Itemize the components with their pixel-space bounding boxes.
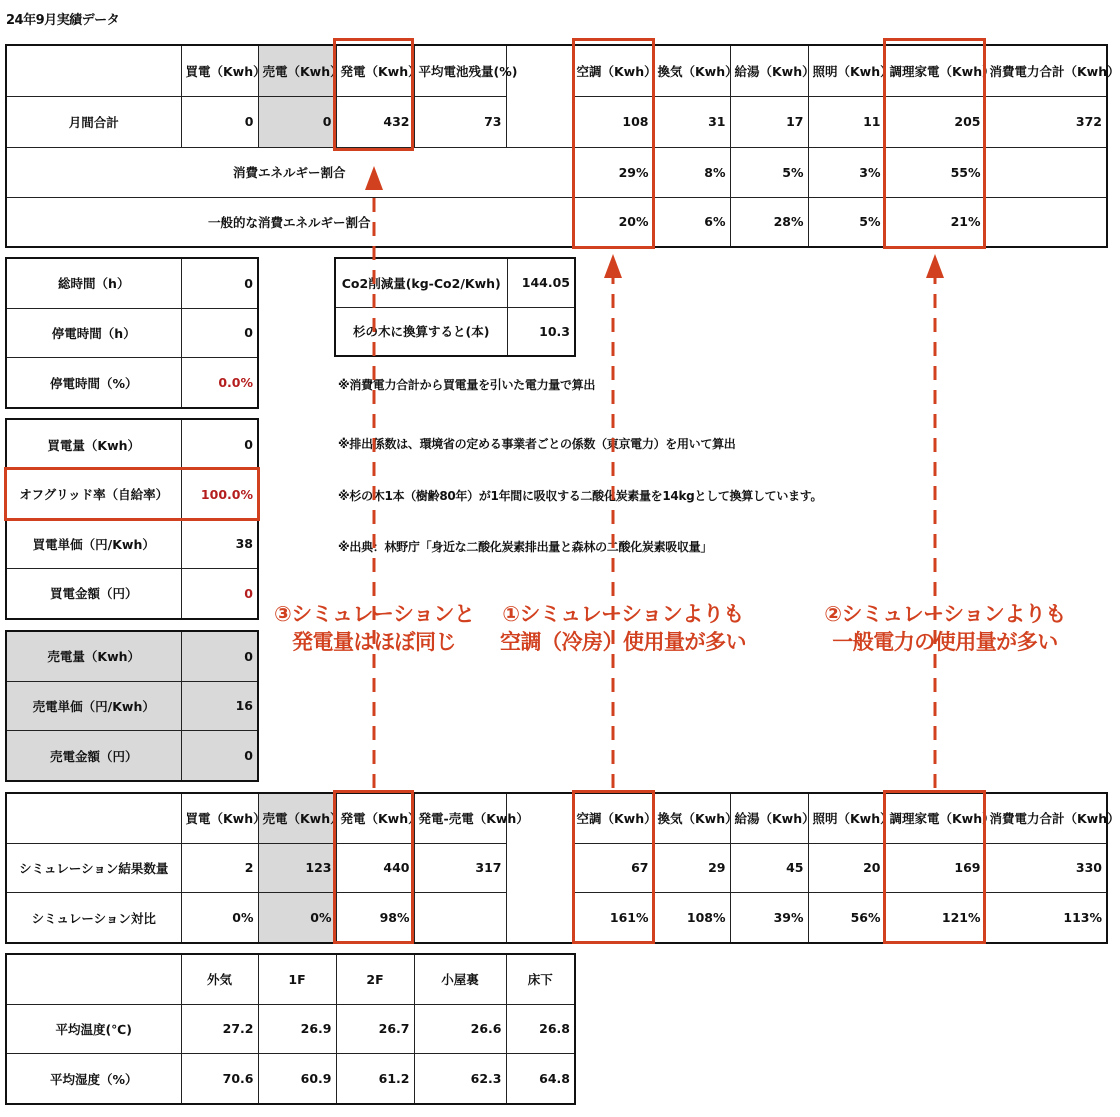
row-label: 平均湿度（%） xyxy=(6,1054,181,1104)
value-cell: 31 xyxy=(653,96,730,147)
purchase-row xyxy=(6,568,258,619)
value-cell: 0% xyxy=(258,893,336,943)
annotation-line: ③シミュレーションと xyxy=(274,602,475,626)
purchase-table xyxy=(5,418,259,620)
row-label: Co2削減量(kg-Co2/Kwh) xyxy=(335,258,507,307)
value-cell: 8% xyxy=(653,147,730,197)
row-label: 買電量（Kwh） xyxy=(6,419,181,470)
value-cell: 16 xyxy=(181,681,258,730)
value-cell: 0 xyxy=(258,96,336,147)
value-cell: 28% xyxy=(730,197,808,247)
value-cell: 169 xyxy=(885,843,985,892)
value-cell: 108 xyxy=(572,96,653,147)
value-cell: 0 xyxy=(181,308,258,357)
value-cell: 64.8 xyxy=(506,1054,575,1104)
header-cell: 売電（Kwh） xyxy=(258,45,336,96)
value-cell: 0 xyxy=(181,731,258,781)
value-cell: 0% xyxy=(181,893,258,943)
annotation-line: 一般電力の使用量が多い xyxy=(832,630,1058,654)
sell-row xyxy=(6,631,258,681)
arrow-head-aircon xyxy=(604,254,622,278)
climate-row xyxy=(6,1004,575,1053)
value-cell: 0 xyxy=(181,631,258,681)
annotation-generation xyxy=(274,600,474,656)
note-text: ※排出係数は、環境省の定める事業者ごとの係数（東京電力）を用いて算出 xyxy=(338,437,736,451)
purchase-row xyxy=(6,470,258,519)
value-cell: 73 xyxy=(414,96,506,147)
value-cell: 98% xyxy=(336,893,414,943)
purchase-row xyxy=(6,519,258,568)
value-cell: 39% xyxy=(730,893,808,943)
annotation-line: 発電量はほぼ同じ xyxy=(292,630,456,654)
co2-row xyxy=(335,258,575,307)
header-cell: 買電（Kwh） xyxy=(181,45,258,96)
note-text: ※消費電力合計から買電量を引いた電力量で算出 xyxy=(338,378,596,392)
row-label: 買電単価（円/Kwh） xyxy=(6,519,181,568)
annotation-line: ①シミュレーションよりも xyxy=(502,602,744,626)
value-cell: 61.2 xyxy=(336,1054,414,1104)
value-cell: 432 xyxy=(336,96,414,147)
value-cell: 5% xyxy=(808,197,885,247)
value-cell: 26.9 xyxy=(258,1004,336,1053)
value-cell: 330 xyxy=(985,843,1107,892)
row-label: オフグリッド率（自給率） xyxy=(6,470,181,519)
header-cell: 給湯（Kwh） xyxy=(730,45,808,96)
value-cell: 144.05 xyxy=(507,258,575,307)
co2-row xyxy=(335,307,575,356)
header-cell: 2F xyxy=(336,954,414,1004)
value-cell: 26.6 xyxy=(414,1004,506,1053)
row-label: 月間合計 xyxy=(6,96,181,147)
value-cell: 70.6 xyxy=(181,1054,258,1104)
time-row xyxy=(6,258,258,308)
value-cell: 38 xyxy=(181,519,258,568)
header-cell: 換気（Kwh） xyxy=(653,45,730,96)
header-cell: 小屋裏 xyxy=(414,954,506,1004)
spacer-cell xyxy=(506,843,572,892)
value-cell: 113% xyxy=(985,893,1107,943)
value-cell: 45 xyxy=(730,843,808,892)
row-label: 売電金額（円） xyxy=(6,731,181,781)
row-label: シミュレーション結果数量 xyxy=(6,843,181,892)
header-cell: 調理家電（Kwh） xyxy=(885,45,985,96)
header-cell: 照明（Kwh） xyxy=(808,45,885,96)
co2-table xyxy=(334,257,576,357)
climate-header-row xyxy=(6,954,575,1004)
arrow-head-cooking xyxy=(926,254,944,278)
simulation-compare-row xyxy=(6,893,1107,943)
value-cell: 67 xyxy=(572,843,653,892)
value-cell: 26.7 xyxy=(336,1004,414,1053)
value-cell: 108% xyxy=(653,893,730,943)
value-cell: 2 xyxy=(181,843,258,892)
row-label: シミュレーション対比 xyxy=(6,893,181,943)
value-cell: 0.0% xyxy=(181,358,258,408)
corner-cell xyxy=(6,954,181,1004)
sell-table xyxy=(5,630,259,782)
row-label: 消費エネルギー割合 xyxy=(6,147,572,197)
corner-cell xyxy=(6,793,181,843)
value-cell: 17 xyxy=(730,96,808,147)
purchase-row xyxy=(6,419,258,470)
header-cell: 1F xyxy=(258,954,336,1004)
value-cell: 29 xyxy=(653,843,730,892)
row-label: 停電時間（%） xyxy=(6,358,181,408)
value-cell: 123 xyxy=(258,843,336,892)
row-label: 平均温度(℃) xyxy=(6,1004,181,1053)
row-label: 売電量（Kwh） xyxy=(6,631,181,681)
value-cell: 0 xyxy=(181,96,258,147)
sell-row xyxy=(6,731,258,781)
simulation-table xyxy=(5,792,1120,944)
value-cell: 26.8 xyxy=(506,1004,575,1053)
annotation-aircon xyxy=(493,600,753,656)
header-cell: 照明（Kwh） xyxy=(808,793,885,843)
header-cell: 換気（Kwh） xyxy=(653,793,730,843)
time-table xyxy=(5,257,259,409)
value-cell: 0 xyxy=(181,419,258,470)
header-cell: 空調（Kwh） xyxy=(572,45,653,96)
header-cell: 平均電池残量(%) xyxy=(414,45,506,96)
value-cell: 372 xyxy=(985,96,1107,147)
annotation-line: 空調（冷房）使用量が多い xyxy=(500,630,746,654)
note-text: ※杉の木1本（樹齢80年）が1年間に吸収する二酸化炭素量を14kgとして換算しています。 xyxy=(338,489,823,503)
time-row xyxy=(6,358,258,408)
value-cell: 5% xyxy=(730,147,808,197)
header-cell: 買電（Kwh） xyxy=(181,793,258,843)
row-label: 停電時間（h） xyxy=(6,308,181,357)
value-cell: 100.0% xyxy=(181,470,258,519)
header-cell: 消費電力合計（Kwh） xyxy=(985,793,1107,843)
annotation-line: ②シミュレーションよりも xyxy=(824,602,1066,626)
header-cell: 給湯（Kwh） xyxy=(730,793,808,843)
value-cell: 440 xyxy=(336,843,414,892)
value-cell: 21% xyxy=(885,197,985,247)
monthly-table xyxy=(5,44,1120,248)
row-label: 一般的な消費エネルギー割合 xyxy=(6,197,572,247)
value-cell: 62.3 xyxy=(414,1054,506,1104)
simulation-result-row xyxy=(6,843,1107,892)
empty-cell xyxy=(985,147,1107,197)
spacer-cell xyxy=(506,96,572,147)
value-cell: 6% xyxy=(653,197,730,247)
value-cell: 0 xyxy=(181,258,258,308)
value-cell: 29% xyxy=(572,147,653,197)
value-cell: 161% xyxy=(572,893,653,943)
value-cell: 11 xyxy=(808,96,885,147)
value-cell: 3% xyxy=(808,147,885,197)
monthly-ratio-row xyxy=(6,147,1107,197)
header-cell: 発電-売電（Kwh） xyxy=(414,793,506,843)
climate-table xyxy=(5,953,576,1105)
header-cell: 空調（Kwh） xyxy=(572,793,653,843)
header-cell: 発電（Kwh） xyxy=(336,793,414,843)
header-cell: 調理家電（Kwh） xyxy=(885,793,985,843)
sell-row xyxy=(6,681,258,730)
value-cell xyxy=(414,893,506,943)
climate-row xyxy=(6,1054,575,1104)
row-label: 買電金額（円） xyxy=(6,568,181,619)
row-label: 売電単価（円/Kwh） xyxy=(6,681,181,730)
value-cell: 317 xyxy=(414,843,506,892)
header-cell: 発電（Kwh） xyxy=(336,45,414,96)
annotation-cooking xyxy=(815,600,1075,656)
spacer-cell xyxy=(506,893,572,943)
note-text: ※出典：林野庁「身近な二酸化炭素排出量と森林の二酸化炭素吸収量」 xyxy=(338,540,713,554)
row-label: 総時間（h） xyxy=(6,258,181,308)
value-cell: 55% xyxy=(885,147,985,197)
header-cell: 消費電力合計（Kwh） xyxy=(985,45,1107,96)
value-cell: 20% xyxy=(572,197,653,247)
monthly-header-row xyxy=(6,45,1107,96)
corner-cell xyxy=(6,45,181,96)
monthly-general-row xyxy=(6,197,1107,247)
value-cell: 205 xyxy=(885,96,985,147)
header-cell: 外気 xyxy=(181,954,258,1004)
value-cell: 121% xyxy=(885,893,985,943)
value-cell: 60.9 xyxy=(258,1054,336,1104)
time-row xyxy=(6,308,258,357)
value-cell: 10.3 xyxy=(507,307,575,356)
value-cell: 0 xyxy=(181,568,258,619)
row-label: 杉の木に換算すると(本) xyxy=(335,307,507,356)
monthly-total-row xyxy=(6,96,1107,147)
empty-cell xyxy=(985,197,1107,247)
value-cell: 27.2 xyxy=(181,1004,258,1053)
value-cell: 56% xyxy=(808,893,885,943)
simulation-header-row xyxy=(6,793,1107,843)
page-title: 24年9月実績データ xyxy=(6,13,120,28)
header-cell: 床下 xyxy=(506,954,575,1004)
header-cell: 売電（Kwh） xyxy=(258,793,336,843)
value-cell: 20 xyxy=(808,843,885,892)
